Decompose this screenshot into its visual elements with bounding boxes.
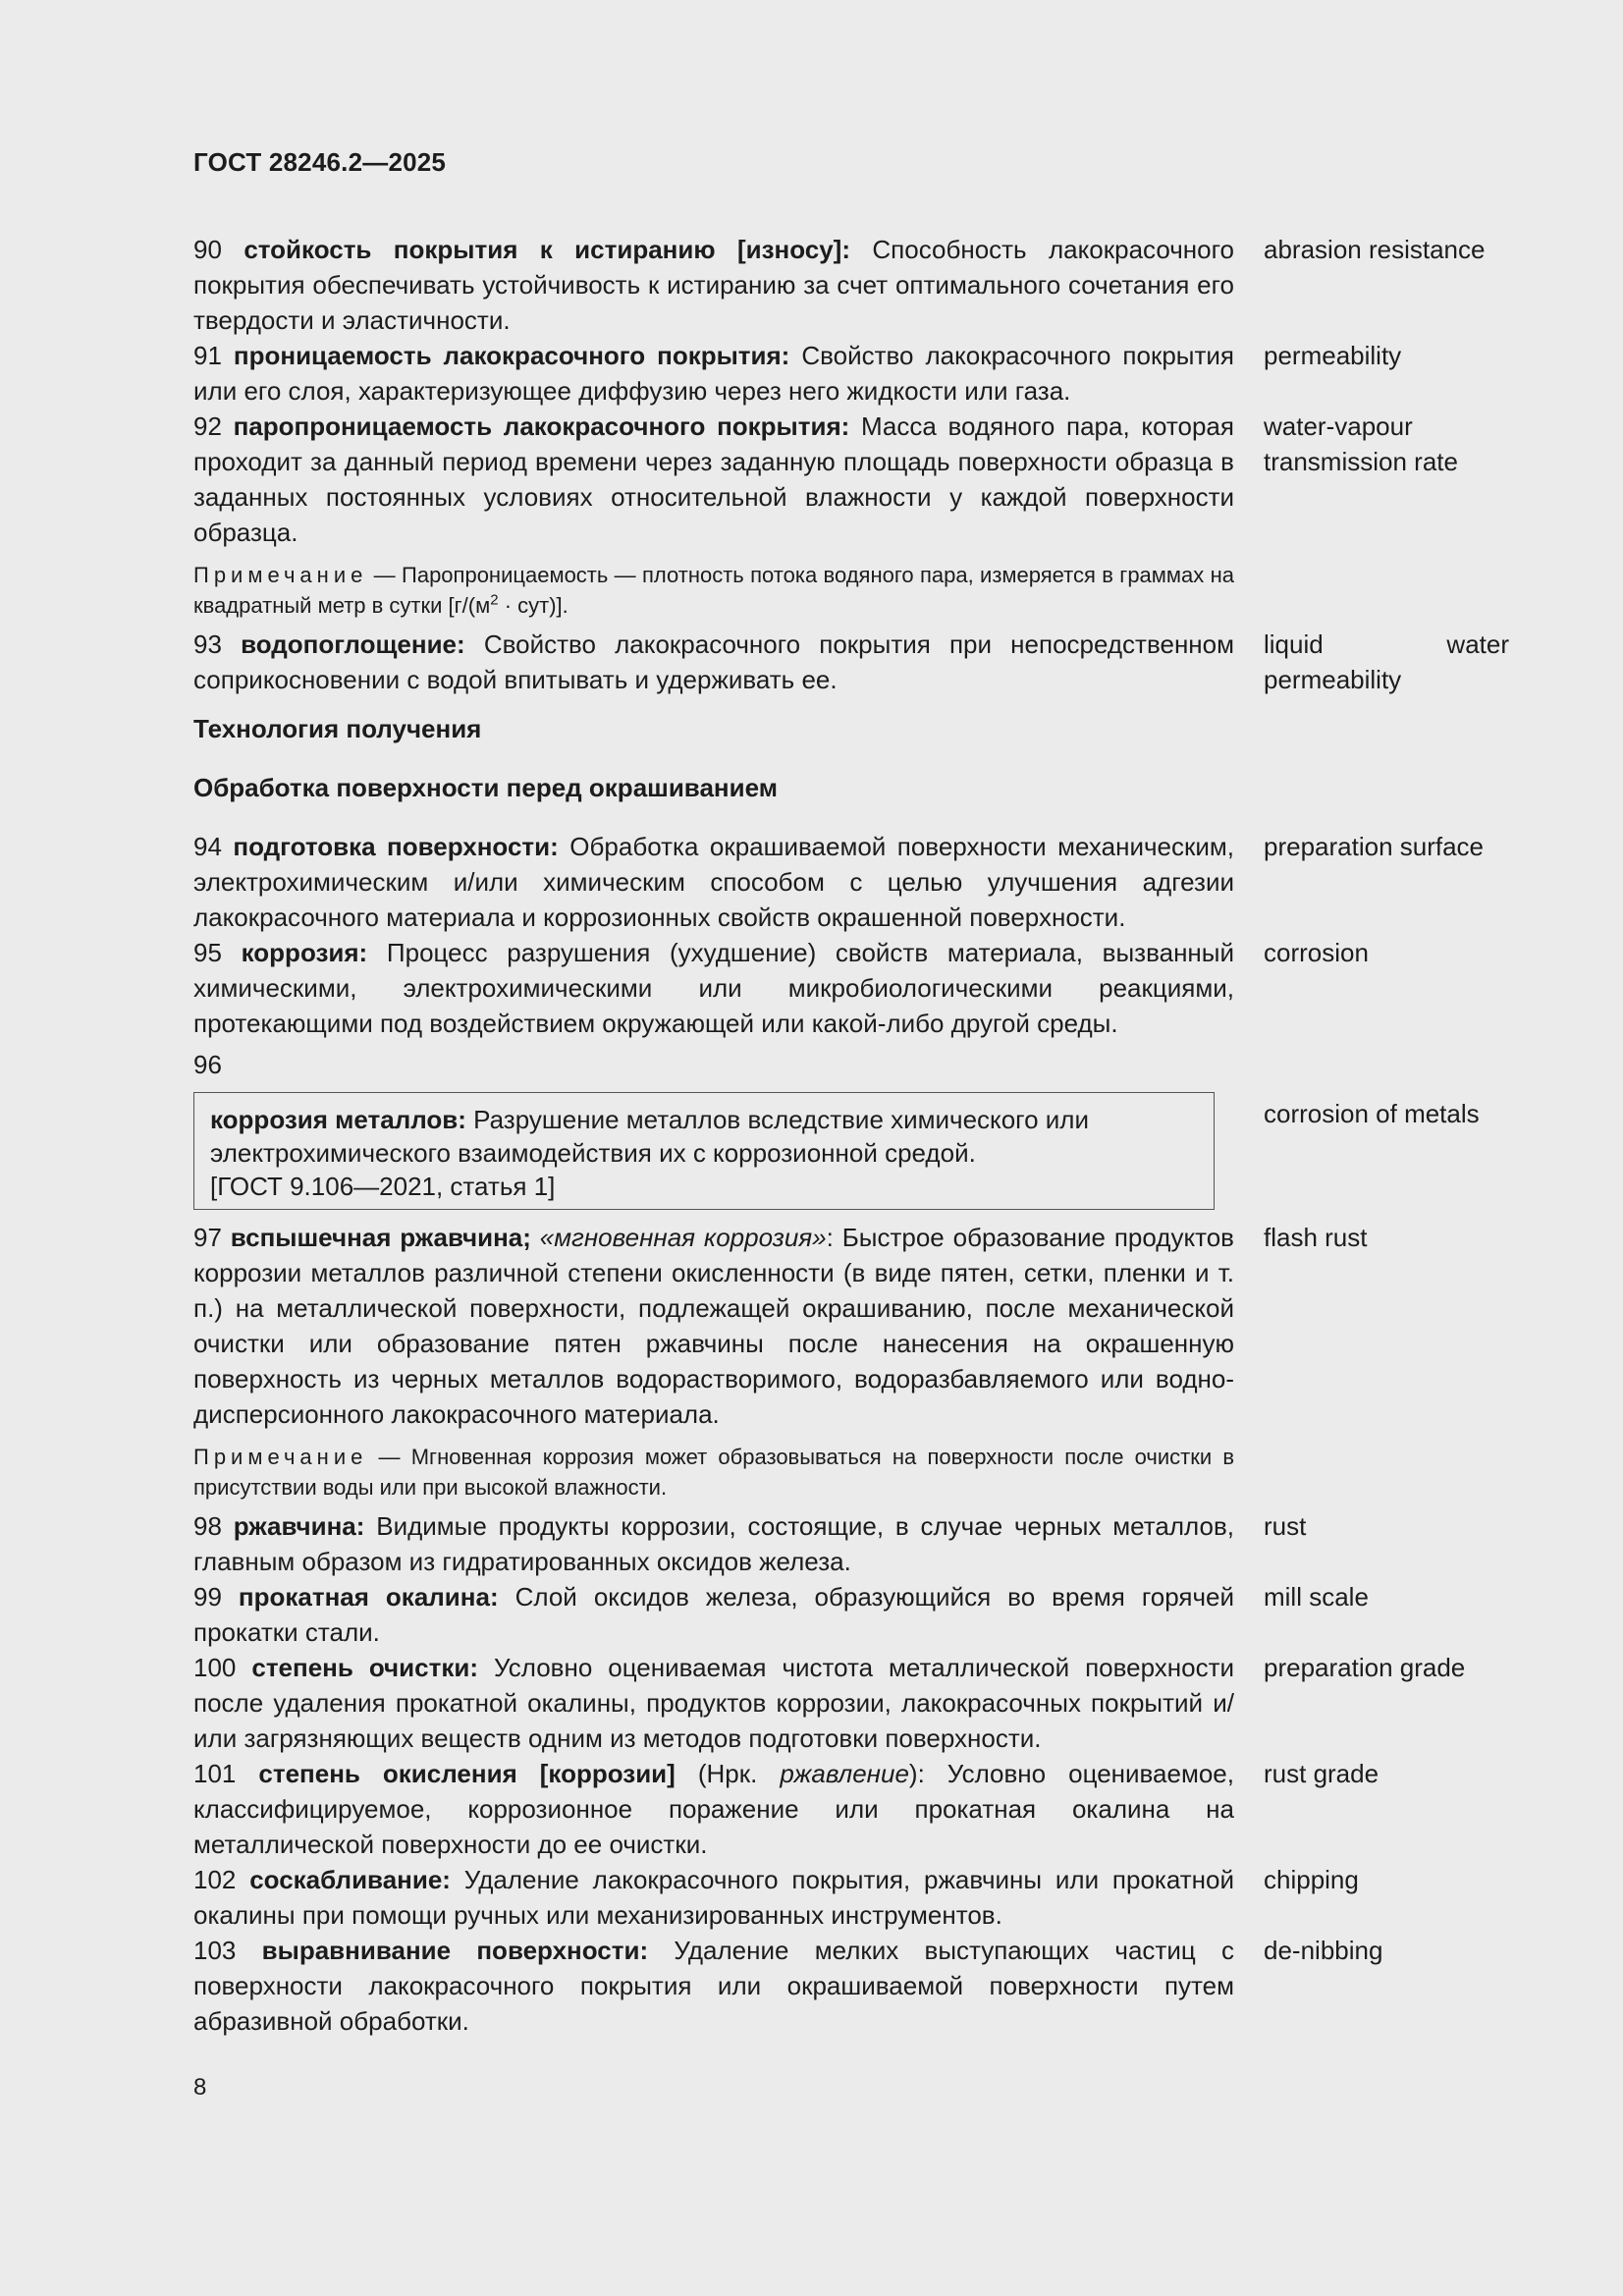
term-name: степень окисления [коррозии] <box>258 1759 676 1788</box>
english-equivalent: liquid water permeability <box>1264 629 1509 694</box>
entry-number: 95 <box>193 938 222 967</box>
entry-text <box>193 232 1234 338</box>
entry-number: 90 <box>193 235 222 264</box>
entry-number: 93 <box>193 629 222 659</box>
term-definition: Свойство лакокрасочного покрытия при непосредственном соприкосновении с водой впитывать и удерживать ее. <box>193 629 1234 694</box>
quoted-definition-box <box>193 1092 1215 1210</box>
term-definition: Удаление мелких выступающих частиц с поверхности лакокрасочного покрытия или окрашиваемой поверхности путем абразивной обработки. <box>193 1936 1235 2036</box>
english-equivalent: abrasion resistance <box>1264 235 1486 264</box>
entry-text <box>193 1933 1234 2039</box>
term-definition: Свойство лакокрасочного покрытия или его слоя, характеризующее диффузию через него жидкости или газа. <box>193 341 1234 406</box>
term-name: коррозия: <box>241 938 368 967</box>
page-content <box>193 232 1529 2039</box>
term-entry-102 <box>193 1862 1529 1933</box>
note-92 <box>193 560 1234 621</box>
term-definition: Процесс разрушения (ухудшение) свойств материала, вызванный химическими, электрохимическими или микробиологическими реакциями, протекающими под воздействием окружающей или какой-либо другой среды. <box>193 938 1235 1038</box>
term-entry-101 <box>193 1756 1529 1862</box>
entry-number: 92 <box>193 411 222 441</box>
term-name: паропроницаемость лакокрасочного покрытия: <box>233 411 850 441</box>
document-header: ГОСТ 28246.2—2025 <box>193 147 447 177</box>
term-name: коррозия металлов: <box>210 1105 466 1134</box>
entry-number: 98 <box>193 1511 222 1541</box>
entry-text <box>193 1756 1234 1862</box>
note-label: Примечание <box>193 563 368 587</box>
page-number: 8 <box>193 2074 207 2101</box>
english-equivalent: corrosion of metals <box>1264 1099 1480 1128</box>
english-equivalent: chipping <box>1264 1865 1359 1894</box>
superscript: 2 <box>490 591 499 609</box>
english-equivalent: rust grade <box>1264 1759 1380 1788</box>
entry-number: 94 <box>193 832 222 861</box>
term-entry-96 <box>193 1092 1529 1210</box>
english-equivalent: corrosion <box>1264 938 1369 967</box>
entry-text <box>193 1220 1234 1432</box>
subsection-heading: Обработка поверхности перед окрашиванием <box>193 773 778 802</box>
english-equivalent: permeability <box>1264 341 1402 370</box>
english-equivalent: mill scale <box>1264 1582 1369 1612</box>
note-text: — Паропроницаемость — плотность потока водяного пара, измеряется в граммах на квадратный метр в сутки [г/(м <box>193 563 1234 618</box>
term-entry-100 <box>193 1650 1529 1756</box>
term-definition: ): Условно оцениваемое, классифицируемое, коррозионное поражение или прокатная окалина на металлической поверхности до ее очистки. <box>193 1759 1234 1859</box>
entry-text <box>193 829 1234 935</box>
term-name: прокатная окалина: <box>238 1582 499 1612</box>
term-definition: : Быстрое образование продуктов коррозии металлов различной степени окисленности (в виде пятен, сетки, пленки и т. п.) на металлической поверхности, подлежащей окрашиванию, после механической очистки или образование пятен ржавчины после нанесения на окрашенную поверхность из черных металлов водорастворимого, водоразбавляемого или водно-дисперсионного лакокрасочного материала. <box>193 1223 1234 1429</box>
english-equivalent: preparation grade <box>1264 1653 1466 1682</box>
term-entry-92 <box>193 409 1529 550</box>
term-name: подготовка поверхности: <box>233 832 559 861</box>
term-definition: Видимые продукты коррозии, состоящие, в случае черных металлов, главным образом из гидратированных оксидов железа. <box>193 1511 1234 1576</box>
note-97 <box>193 1442 1234 1503</box>
entry-text <box>193 1508 1234 1579</box>
term-entry-99 <box>193 1579 1529 1650</box>
entry-number: 100 <box>193 1653 237 1682</box>
entry-text <box>193 1650 1234 1756</box>
term-name: ржавчина: <box>233 1511 365 1541</box>
english-equivalent: rust <box>1264 1511 1307 1541</box>
entry-text <box>193 1862 1234 1933</box>
entry-number: 91 <box>193 341 222 370</box>
term-entry-95 <box>193 935 1529 1041</box>
entry-text <box>193 409 1234 550</box>
entry-text <box>193 935 1234 1041</box>
term-definition: Способность лакокрасочного покрытия обеспечивать устойчивость к истиранию за счет оптимального сочетания его твердости и эластичности. <box>193 235 1234 335</box>
english-equivalent: water-vapour transmission rate <box>1264 411 1458 476</box>
entry-text <box>193 627 1234 697</box>
term-definition: Удаление лакокрасочного покрытия, ржавчины или прокатной окалины при помощи ручных или механизированных инструментов. <box>193 1865 1234 1930</box>
entry-number: 101 <box>193 1759 237 1788</box>
term-entry-103 <box>193 1933 1529 2039</box>
english-equivalent: de-nibbing <box>1264 1936 1383 1965</box>
term-entry-90 <box>193 232 1529 338</box>
term-name: соскабливание: <box>249 1865 451 1894</box>
term-name: степень очистки: <box>251 1653 478 1682</box>
note-text: — Мгновенная коррозия может образовываться на поверхности после очистки в присутствии воды или при высокой влажности. <box>193 1445 1234 1500</box>
term-entry-93 <box>193 627 1529 697</box>
note-text-end: · сут)]. <box>498 593 568 618</box>
term-name: проницаемость лакокрасочного покрытия: <box>233 341 790 370</box>
term-deprecated: ржавление <box>780 1759 909 1788</box>
term-definition: Масса водяного пара, которая проходит за данный период времени через заданную площадь поверхности образца в заданных постоянных условиях относительной влажности у каждой поверхности образца. <box>193 411 1234 547</box>
english-equivalent: flash rust <box>1264 1223 1368 1252</box>
term-definition: Условно оцениваемая чистота металлической поверхности после удаления прокатной окалины, продуктов коррозии, лакокрасочных покрытий и/или загрязняющих веществ одним из методов подготовки поверхности. <box>193 1653 1235 1753</box>
term-name: вспышечная ржавчина; <box>230 1223 531 1252</box>
entry-number: 102 <box>193 1865 237 1894</box>
term-definition: Разрушение металлов вследствие химического или электрохимического взаимодействия их с коррозионной средой. <box>210 1105 1089 1168</box>
english-equivalent: preparation surface <box>1264 832 1485 861</box>
source-reference: [ГОСТ 9.106—2021, статья 1] <box>210 1172 556 1201</box>
term-entry-94 <box>193 829 1529 935</box>
term-definition: Обработка окрашиваемой поверхности механическим, электрохимическим и/или химическим способом с целью улучшения адгезии лакокрасочного материала и коррозионных свойств окрашенной поверхности. <box>193 832 1234 932</box>
term-name: водопоглощение: <box>241 629 465 659</box>
section-heading: Технология получения <box>193 714 482 743</box>
note-label: Примечание <box>193 1445 368 1469</box>
entry-number-96: 96 <box>193 1050 222 1079</box>
term-entry-98 <box>193 1508 1529 1579</box>
entry-text <box>193 338 1234 409</box>
term-entry-97 <box>193 1220 1529 1432</box>
term-name: стойкость покрытия к истиранию [износу]: <box>243 235 850 264</box>
entry-text <box>193 1579 1234 1650</box>
term-prefix: (Нрк. <box>675 1759 781 1788</box>
term-entry-91 <box>193 338 1529 409</box>
entry-number: 103 <box>193 1936 237 1965</box>
term-definition: Слой оксидов железа, образующийся во время горячей прокатки стали. <box>193 1582 1234 1647</box>
entry-number: 99 <box>193 1582 222 1612</box>
term-synonym: «мгновенная коррозия» <box>539 1223 827 1252</box>
entry-number: 97 <box>193 1223 222 1252</box>
term-name: выравнивание поверхности: <box>261 1936 649 1965</box>
